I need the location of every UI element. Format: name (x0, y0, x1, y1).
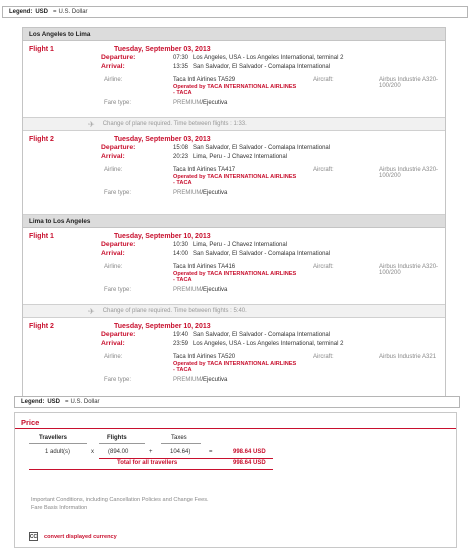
divider (99, 443, 145, 444)
convert-currency-link[interactable]: CC convert displayed currency (29, 533, 117, 540)
flight-date: Tuesday, September 03, 2013 (114, 46, 211, 53)
flight-number-label: Flight 1 (29, 233, 54, 240)
departure-place: San Salvador, El Salvador - Comalapa International (193, 145, 331, 151)
fare-basis-link[interactable]: Fare Basis Information (31, 505, 88, 511)
departure-time: 07:30 (173, 55, 189, 61)
arrival-time: 20:23 (173, 154, 189, 160)
operated-by: Operated by TACA INTERNATIONAL AIRLINES - TACA (173, 361, 297, 374)
fare-type: PREMIUM/Ejecutiva (173, 190, 228, 196)
arrival-place: San Salvador, El Salvador - Comalapa International (193, 64, 331, 70)
aircraft-type: Airbus Industrie A320-100/200 (379, 77, 439, 89)
flight-card: Flight 2 Tuesday, September 03, 2013 Departure: 15:08 San Salvador, El Salvador - Comalapa International Arrival: 20:23 Lima, Peru - J Chavez International Airline: Taca Intl Airlines TA417 Operated by TACA INTERNATIONAL AIRLINES - TACA Aircraft: Airbus Industrie A320-100/200 Fare type: PREMIUM/Ejecutiva (23, 131, 445, 215)
operated-by: Operated by TACA INTERNATIONAL AIRLINES - TACA (173, 84, 297, 97)
flights-fare: (894.00 (108, 449, 129, 455)
airline-name: Taca Intl Airlines TA416 (173, 264, 236, 270)
fare-type: PREMIUM/Ejecutiva (173, 287, 228, 293)
arrival-place: Lima, Peru - J Chavez International (193, 154, 288, 160)
flight-number-label: Flight 1 (29, 46, 54, 53)
header-flights: Flights (107, 435, 127, 441)
divider (15, 428, 456, 429)
flight-date: Tuesday, September 03, 2013 (114, 136, 211, 143)
departure-place: Lima, Peru - J Chavez International (193, 242, 288, 248)
notes (31, 496, 209, 512)
row-total: 998.64 (233, 449, 252, 455)
operated-by: Operated by TACA INTERNATIONAL AIRLINES - TACA (173, 174, 297, 187)
airline-name: Taca Intl Airlines TA417 (173, 167, 236, 173)
route-panel-outbound (22, 27, 446, 398)
flight-card: Flight 1 Tuesday, September 03, 2013 Departure: 07:30 Los Angeles, USA - Los Angeles International, terminal 2 Arrival: 13:35 San Salvador, El Salvador - Comalapa International Airline: Taca Intl Airlines TA529 Operated by TACA INTERNATIONAL AIRLINES - TACA Aircraft: Airbus Industrie A320-100/200 Fare type: PREMIUM/Ejecutiva (23, 41, 445, 118)
total-label: Total for all travellers (117, 460, 178, 466)
header-travellers: Travellers (39, 435, 68, 441)
change-of-plane-notice: ✈ Change of plane required. Time between flights : 5:40. (23, 305, 445, 318)
divider (29, 443, 87, 444)
fare-type: PREMIUM/Ejecutiva (173, 377, 228, 383)
total-value: 998.64 (233, 460, 252, 466)
arrival-time: 13:35 (173, 64, 189, 70)
departure-time: 15:08 (173, 145, 189, 151)
currency-converter-icon: CC (29, 533, 38, 540)
departure-time: 10:30 (173, 242, 189, 248)
divider (99, 458, 273, 459)
flight-card: Flight 1 Tuesday, September 10, 2013 Departure: 10:30 Lima, Peru - J Chavez International Arrival: 14:00 San Salvador, El Salvador - Comalapa International Airline: Taca Intl Airlines TA416 Operated by TACA INTERNATIONAL AIRLINES - TACA Aircraft: Airbus Industrie A320-100/200 Fare type: PREMIUM/Ejecutiva (23, 228, 445, 305)
divider (161, 443, 201, 444)
price-title: Price (21, 418, 40, 427)
airline-name: Taca Intl Airlines TA529 (173, 77, 236, 83)
aircraft-type: Airbus Industrie A320-100/200 (379, 167, 439, 179)
taxes-amount: 104.64) (170, 449, 191, 455)
arrival-place: Los Angeles, USA - Los Angeles International, terminal 2 (193, 341, 344, 347)
departure-time: 19:40 (173, 332, 189, 338)
operated-by: Operated by TACA INTERNATIONAL AIRLINES - TACA (173, 271, 297, 284)
aircraft-type: Airbus Industrie A320-100/200 (379, 264, 439, 276)
aircraft-type: Airbus Industrie A321 (379, 354, 437, 360)
flight-number-label: Flight 2 (29, 323, 54, 330)
flight-number-label: Flight 2 (29, 136, 54, 143)
legend-top: Legend: USD = U.S. Dollar (2, 6, 468, 18)
price-panel: Price Travellers Flights Taxes 1 adult(s) x (894.00 + 104.64) = 998.64 USD Total for all travellers 998.64 USD Important Conditions, including Cancellation Policies and Change Fees. Fare Basis Information CC convert displayed currency (14, 412, 457, 548)
arrival-time: 14:00 (173, 251, 189, 257)
flight-date: Tuesday, September 10, 2013 (114, 323, 211, 330)
flight-date: Tuesday, September 10, 2013 (114, 233, 211, 240)
plane-icon: ✈ (88, 119, 95, 129)
header-taxes: Taxes (171, 435, 187, 441)
departure-place: San Salvador, El Salvador - Comalapa International (193, 332, 331, 338)
airline-name: Taca Intl Airlines TA520 (173, 354, 236, 360)
departure-place: Los Angeles, USA - Los Angeles International, terminal 2 (193, 55, 344, 61)
arrival-time: 23:59 (173, 341, 189, 347)
flight-card: Flight 2 Tuesday, September 10, 2013 Departure: 19:40 San Salvador, El Salvador - Comalapa International Arrival: 23:59 Los Angeles, USA - Los Angeles International, terminal 2 Airline: Taca Intl Airlines TA520 Operated by TACA INTERNATIONAL AIRLINES - TACA Aircraft: Airbus Industrie A321 Fare type: PREMIUM/Ejecutiva (23, 318, 445, 397)
change-of-plane-notice: ✈ Change of plane required. Time between flights : 1:33. (23, 118, 445, 131)
travellers-count: 1 adult(s) (45, 449, 71, 455)
divider (29, 469, 273, 470)
route-title: Los Angeles to Lima (23, 28, 445, 41)
route-title: Lima to Los Angeles (23, 215, 445, 228)
arrival-place: San Salvador, El Salvador - Comalapa International (193, 251, 331, 257)
legend-bottom: Legend: USD = U.S. Dollar (14, 396, 460, 408)
conditions-link[interactable]: Important Conditions, including Cancellation Policies and Change Fees. (31, 497, 209, 503)
plane-icon: ✈ (88, 306, 95, 316)
fare-type: PREMIUM/Ejecutiva (173, 100, 228, 106)
